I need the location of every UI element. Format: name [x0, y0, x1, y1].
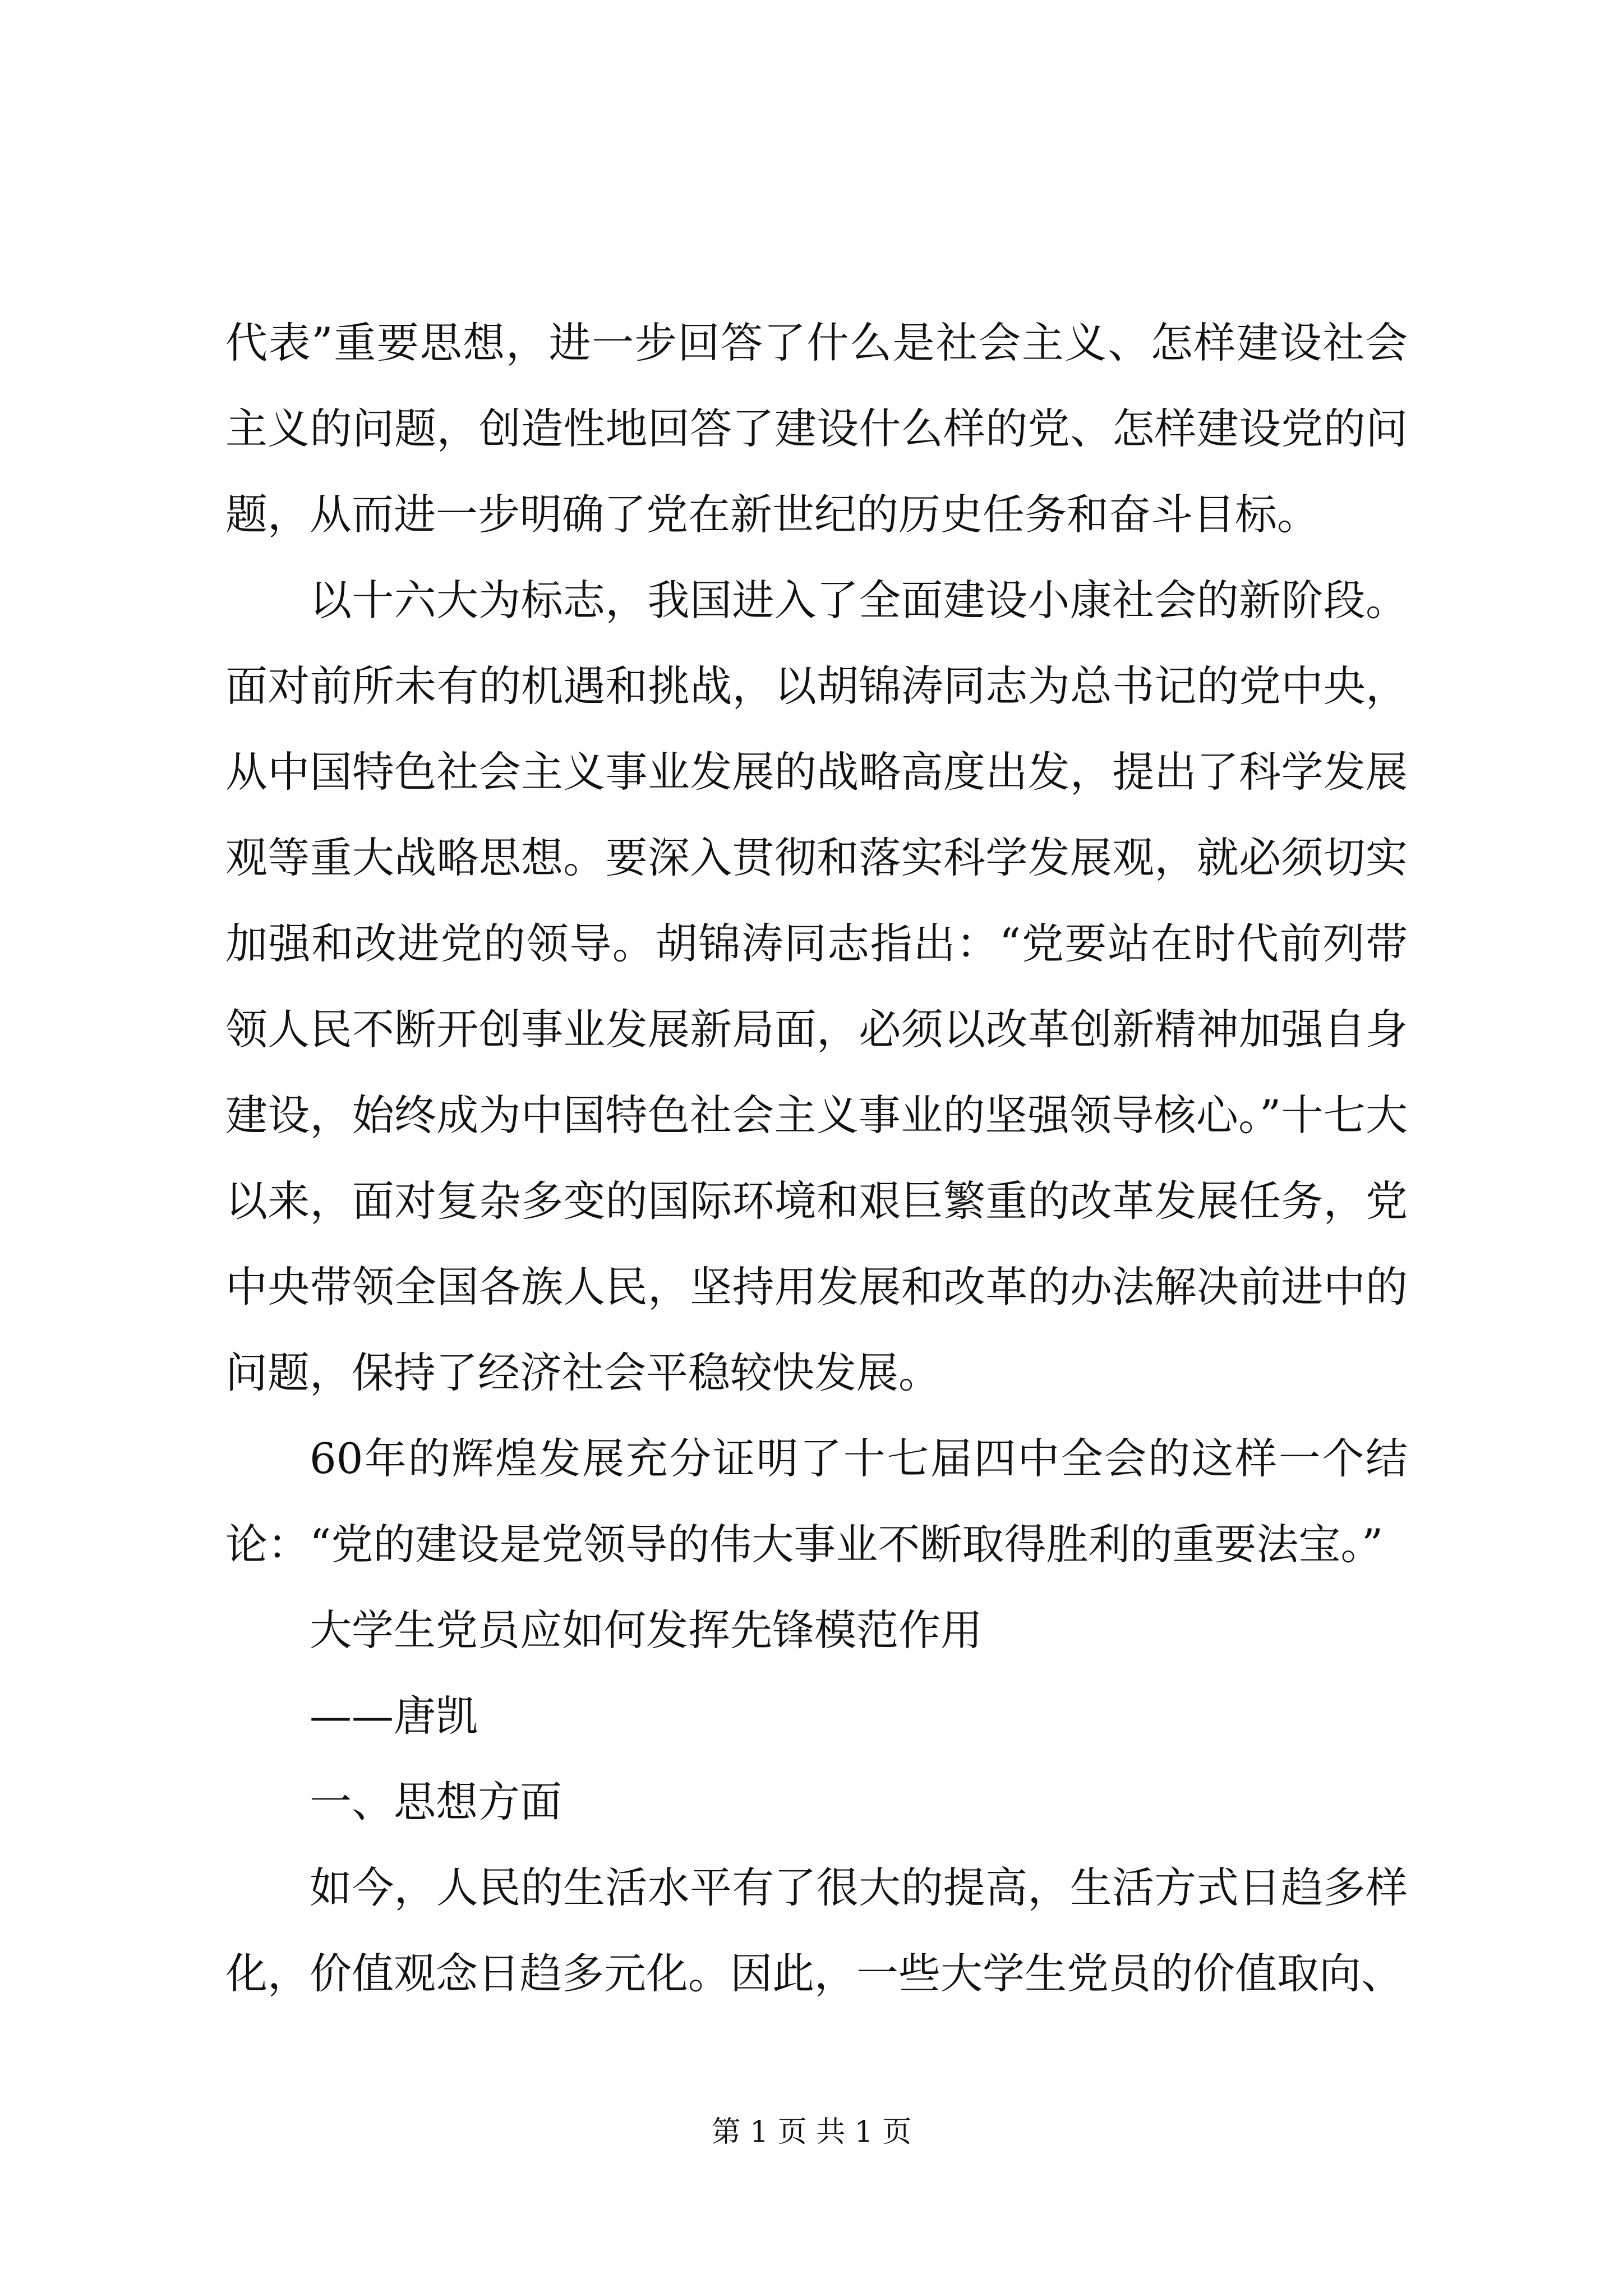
section-heading: 一、思想方面 — [310, 1777, 562, 1826]
paragraph-sixteenth-congress: 以十六大为标志，我国进入了全面建设小康社会的新阶段。面对前所未有的机遇和挑战，以胡锦涛同志为总书记的党中央，从中国特色社会主义事业发展的战略高度出发，提出了科学发展观等重大战略思想。要深入贯彻和落实科学发展观，就必须切实加强和改进党的领导。胡锦涛同志指出：“党要站在时代前列带领人民不断开创事业发展新局面，必须以改革创新精神加强自身建设，始终成为中国特色社会主义事业的坚强领导核心。”十七大以来，面对复杂多变的国际环境和艰巨繁重的改革发展任务，党中央带领全国各族人民，坚持用发展和改革的办法解决前进中的问题，保持了经济社会平稳较快发展。 — [225, 576, 1408, 1397]
paragraph-sixty-years: 60年的辉煌发展充分证明了十七届四中全会的这样一个结论：“党的建设是党领导的伟大事业不断取得胜利的重要法宝。” — [225, 1434, 1408, 1569]
page-footer: 第 1 页 共 1 页 — [711, 2115, 912, 2149]
paragraph-section-body: 如今，人民的生活水平有了很大的提高，生活方式日趋多样化，价值观念日趋多元化。因此，一些大学生党员的价值取向、 — [225, 1863, 1408, 1998]
article-title: 大学生党员应如何发挥先锋模范作用 — [310, 1605, 983, 1655]
paragraph-continuation: 代表”重要思想，进一步回答了什么是社会主义、怎样建设社会主义的问题，创造性地回答了建设什么样的党、怎样建设党的问题，从而进一步明确了党在新世纪的历史任务和奋斗目标。 — [225, 318, 1408, 539]
article-author: ——唐凯 — [310, 1691, 478, 1741]
document-body — [225, 300, 1408, 2017]
